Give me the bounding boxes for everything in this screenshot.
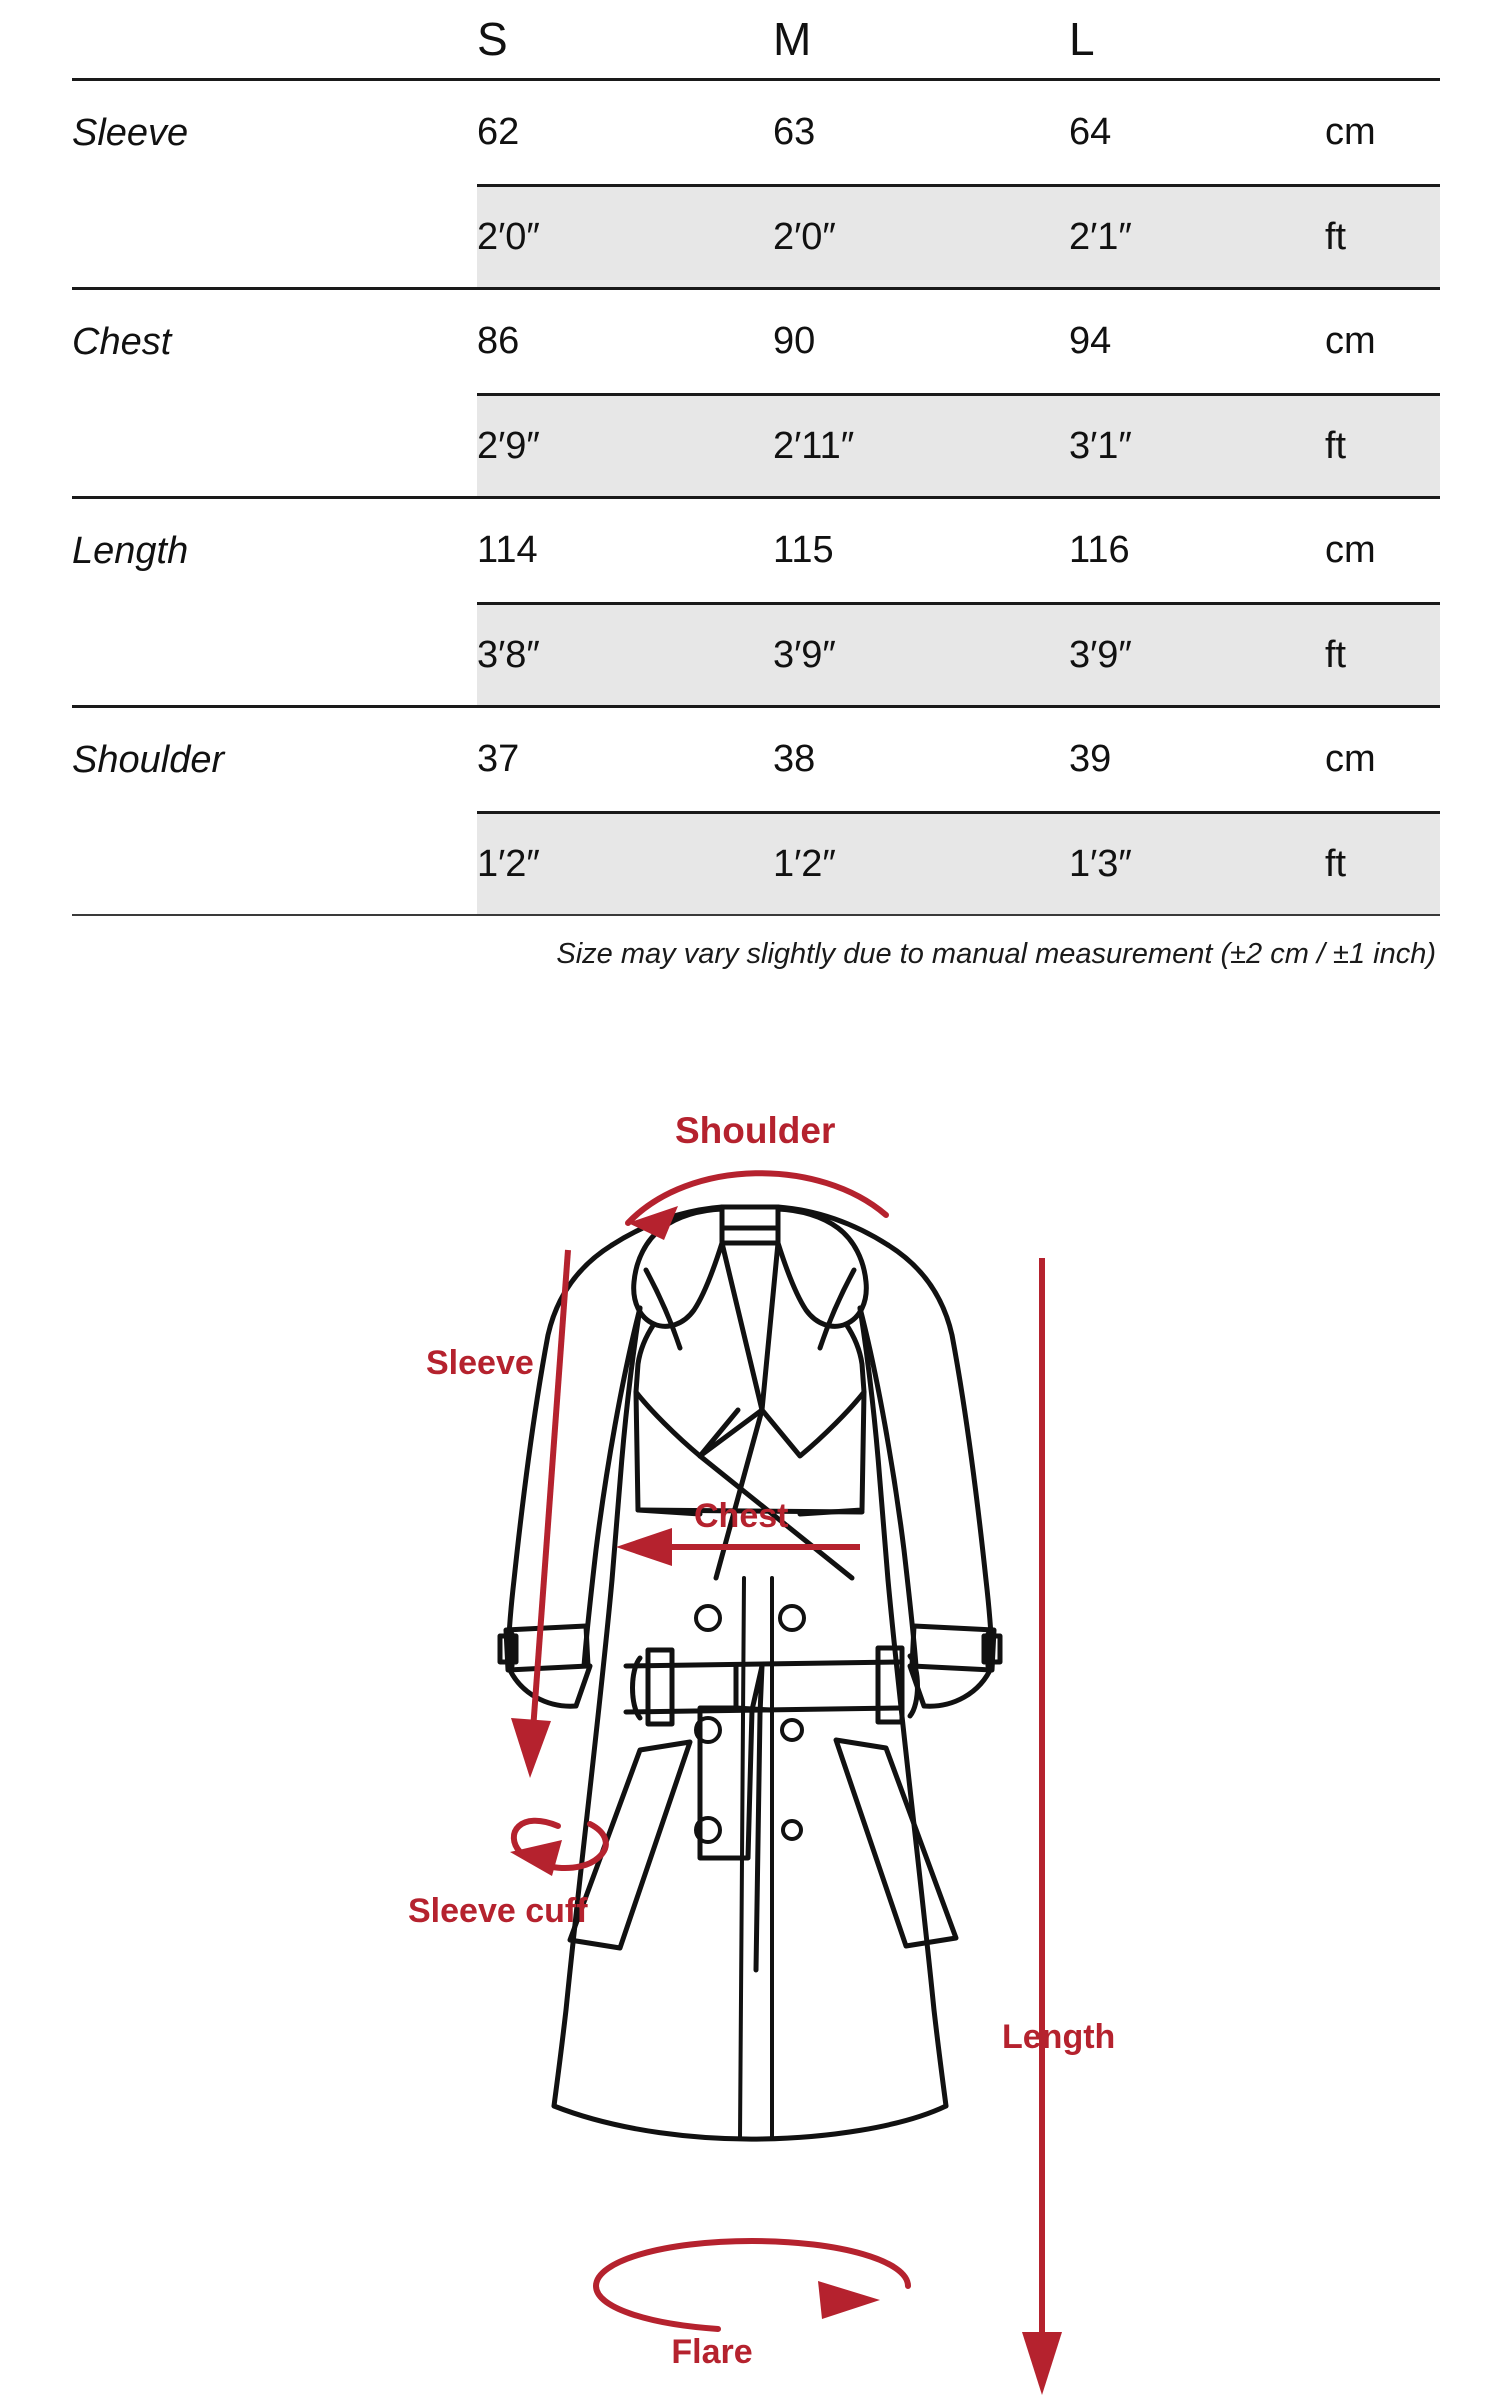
label-sleeve: Sleeve <box>426 1344 534 1382</box>
trench-coat-illustration <box>500 1207 1000 2139</box>
label-chest: Chest <box>694 1497 789 1535</box>
cell-sleeve-s-ft: 2′0″ <box>477 186 773 289</box>
label-flare: Flare <box>671 2333 753 2371</box>
table-header-row <box>72 0 1440 80</box>
row-label-shoulder: Shoulder <box>72 708 477 813</box>
size-chart-table <box>72 0 1440 916</box>
label-length-text: Length <box>1002 2018 1116 2056</box>
cell-shoulder-s-ft: 1′2″ <box>477 813 773 916</box>
cell-shoulder-m-cm: 38 <box>773 708 1069 813</box>
row-label-length: Length <box>72 499 477 604</box>
table-row <box>72 81 1440 186</box>
unit-label-cm: cm <box>1325 290 1440 395</box>
table-row <box>72 604 1440 707</box>
column-header-s: S <box>477 13 508 65</box>
unit-label-cm: cm <box>1325 708 1440 813</box>
cell-shoulder-l-cm: 39 <box>1069 708 1325 813</box>
table-row <box>72 395 1440 498</box>
length-arrowhead <box>1022 2332 1062 2395</box>
sleeve-arrowhead <box>511 1718 551 1778</box>
cell-sleeve-l-ft: 2′1″ <box>1069 186 1325 289</box>
unit-label-ft: ft <box>1325 604 1440 707</box>
cell-chest-l-cm: 94 <box>1069 290 1325 395</box>
cell-shoulder-s-cm: 37 <box>477 708 773 813</box>
cell-shoulder-m-ft: 1′2″ <box>773 813 1069 916</box>
table-row <box>72 290 1440 395</box>
table-row <box>72 186 1440 289</box>
header-blank <box>72 0 477 80</box>
row-label-spacer <box>72 813 477 916</box>
column-header-l: L <box>1069 13 1095 65</box>
cell-sleeve-l-cm: 64 <box>1069 81 1325 186</box>
unit-label-cm: cm <box>1325 81 1440 186</box>
row-label-sleeve: Sleeve <box>72 81 477 186</box>
cell-chest-s-cm: 86 <box>477 290 773 395</box>
row-label-spacer <box>72 186 477 289</box>
header-unit-blank <box>1325 0 1440 80</box>
cell-sleeve-m-ft: 2′0″ <box>773 186 1069 289</box>
flare-ellipse <box>596 2241 908 2329</box>
row-label-chest: Chest <box>72 290 477 395</box>
column-header-m: M <box>773 13 812 65</box>
cell-chest-m-ft: 2′11″ <box>773 395 1069 498</box>
chest-arrowhead <box>616 1528 672 1566</box>
table-row <box>72 708 1440 813</box>
unit-label-ft: ft <box>1325 186 1440 289</box>
measurements-table <box>72 0 1440 916</box>
cell-length-l-ft: 3′9″ <box>1069 604 1325 707</box>
rule-table-bottom <box>72 915 1440 916</box>
cell-length-m-cm: 115 <box>773 499 1069 604</box>
label-sleeve-cuff: Sleeve cuff <box>408 1892 588 1930</box>
cell-sleeve-s-cm: 62 <box>477 81 773 186</box>
cell-chest-l-ft: 3′1″ <box>1069 395 1325 498</box>
size-chart-table-section <box>0 0 1500 971</box>
cell-length-m-ft: 3′9″ <box>773 604 1069 707</box>
table-row <box>72 813 1440 916</box>
row-label-spacer <box>72 395 477 498</box>
cell-chest-s-ft: 2′9″ <box>477 395 773 498</box>
unit-label-cm: cm <box>1325 499 1440 604</box>
coat-measurement-diagram <box>0 1110 1500 2400</box>
table-row <box>72 499 1440 604</box>
cell-length-s-cm: 114 <box>477 499 773 604</box>
cell-chest-m-cm: 90 <box>773 290 1069 395</box>
measurement-disclaimer: Size may vary slightly due to manual measurement (±2 cm / ±1 inch) <box>556 938 1436 970</box>
unit-label-ft: ft <box>1325 395 1440 498</box>
unit-label-ft: ft <box>1325 813 1440 916</box>
label-shoulder: Shoulder <box>675 1110 836 1151</box>
cell-shoulder-l-ft: 1′3″ <box>1069 813 1325 916</box>
cell-length-l-cm: 116 <box>1069 499 1325 604</box>
cell-sleeve-m-cm: 63 <box>773 81 1069 186</box>
flare-arrowhead <box>818 2281 880 2319</box>
cell-length-s-ft: 3′8″ <box>477 604 773 707</box>
row-label-spacer <box>72 604 477 707</box>
